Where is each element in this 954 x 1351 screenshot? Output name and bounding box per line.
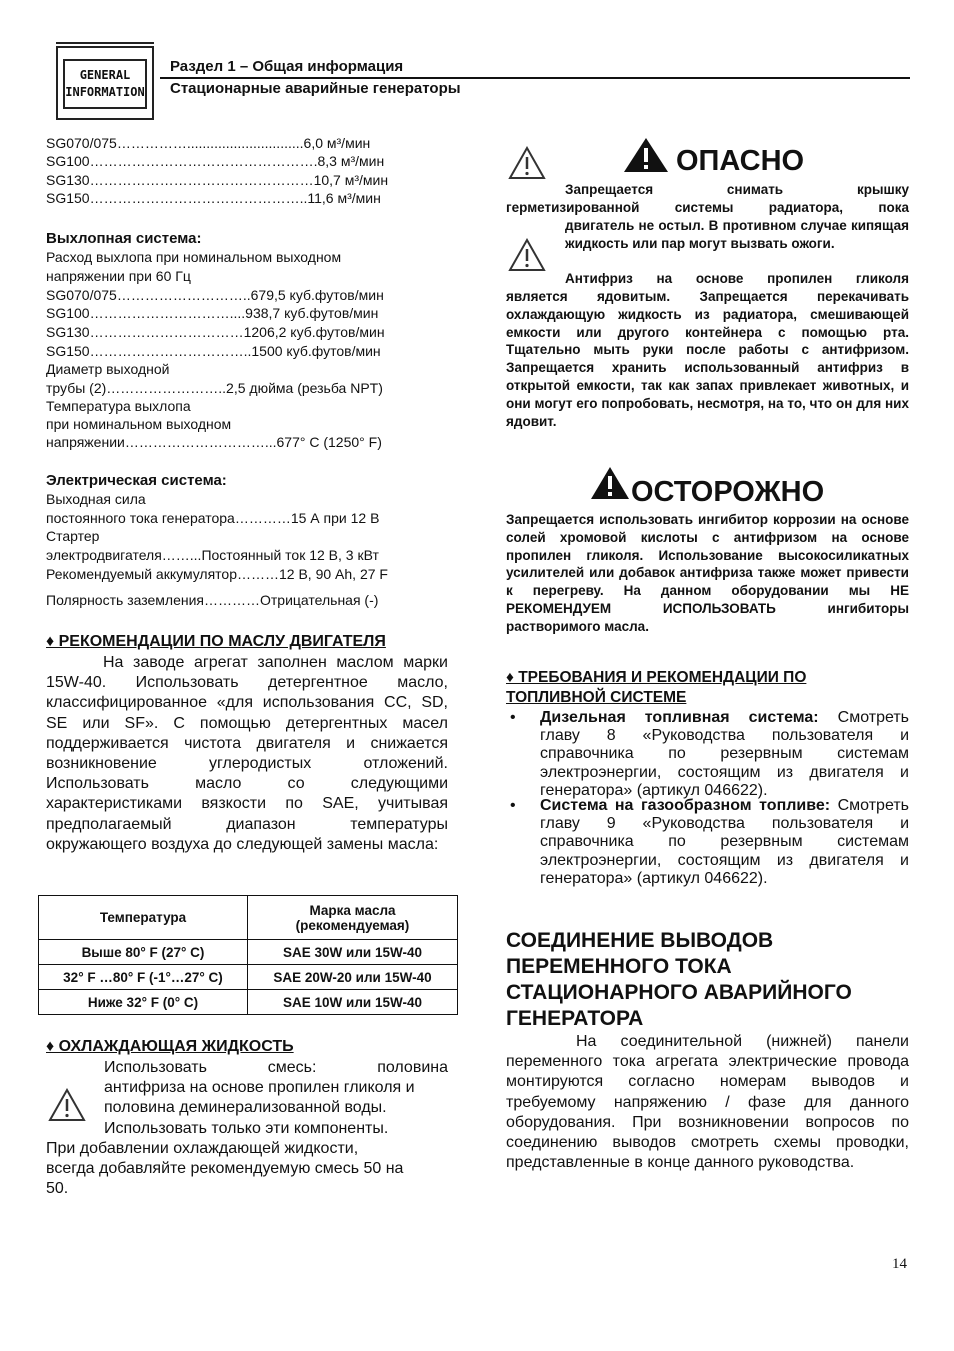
coolant-line: Использовать только эти компоненты. (104, 1119, 389, 1137)
coolant-line: Использовать смесь: половина (104, 1059, 448, 1076)
electric-line: Выходная сила (46, 491, 146, 507)
coolant-line: половина деминерализованной воды. (104, 1099, 387, 1117)
bullet-icon: • (510, 797, 516, 814)
fuel-title: ♦ ТРЕБОВАНИЯ И РЕКОМЕНДАЦИИ ПО (506, 669, 807, 686)
coolant-line: всегда добавляйте рекомендуемую смесь 50 на (46, 1160, 404, 1178)
oil-table-header-grade: Марка масла (рекомендуемая) (248, 896, 458, 940)
exhaust-flow-label: напряжении при 60 Гц (46, 268, 191, 284)
caution-icon (591, 466, 631, 500)
flow-row: SG070/075……………..............................6,0 м³/мин (46, 135, 371, 151)
exhaust-temp: при номинальном выходном (46, 416, 232, 432)
general-information-badge (56, 46, 154, 120)
exhaust-row: SG150……………………………..1500 куб.футов/мин (46, 343, 381, 359)
exhaust-row: SG100…………………………....938,7 куб.футов/мин (46, 305, 379, 321)
ac-heading-line: ПЕРЕМЕННОГО ТОКА (506, 955, 732, 978)
badge-line-2: INFORMATION (65, 85, 145, 99)
oil-table-temp: Выше 80° F (27° C) (39, 940, 248, 965)
danger-text: Запрещается снимать крышку (565, 182, 909, 197)
fuel-title: ТОПЛИВНОЙ СИСТЕМЕ (506, 689, 687, 706)
flow-row: SG150………………………………………..11,6 м³/мин (46, 190, 381, 206)
electric-title: Электрическая система: (46, 472, 227, 489)
coolant-title: ♦ ОХЛАЖДАЮЩАЯ ЖИДКОСТЬ (46, 1038, 294, 1055)
coolant-line: антифриза на основе пропилен гликоля и (104, 1079, 415, 1097)
bullet-icon: • (510, 709, 516, 726)
oil-table-grade: SAE 10W или 15W-40 (248, 990, 458, 1015)
exhaust-row: SG130……………………………1206,2 куб.футов/мин (46, 324, 385, 340)
warning-triangle-icon (48, 1088, 86, 1122)
badge-top-rule (56, 42, 154, 47)
exhaust-pipe: Диаметр выходной (46, 361, 170, 377)
electric-line: Рекомендуемый аккумулятор………12 В, 90 Ah, 27 F (46, 566, 388, 582)
warning-triangle-icon (508, 238, 546, 272)
page-number: 14 (892, 1256, 907, 1272)
electric-line: Стартер (46, 528, 100, 544)
section-subtitle: Стационарные аварийные генераторы (170, 80, 461, 97)
caution-text: Запрещается использовать ингибитор коррозии на основе солей хромовой кислоты с антифризом на основе пропилен гликоля. Использование высокосиликатных усилителей или добавок антифриза также может привести к перегреву. На данном оборудовании мы НЕ РЕКОМЕНДУЕМ ИСПОЛЬЗОВАТЬ ингибиторы растворимого масла. (506, 512, 909, 634)
exhaust-temp: напряжении…………………………...677° С (1250° F) (46, 434, 382, 450)
ac-text: На соединительной (нижней) панели переменного тока агрегата электрические провода монтируются согласно номерам выводов и требуемому напряжению / фазе для данного оборудования. При возникновении вопросов по соединению выводов смотреть схемы проводки, представленные в конце данного руководства. (506, 1033, 909, 1172)
exhaust-temp: Температура выхлопа (46, 398, 191, 414)
oil-table (38, 895, 458, 1015)
oil-table-temp: 32° F …80° F (-1°…27° C) (39, 965, 248, 990)
ac-heading-line: СТАЦИОНАРНОГО АВАРИЙНОГО (506, 981, 852, 1004)
danger-text: герметизированной системы радиатора, пока (506, 200, 909, 215)
electric-line: электродвигателя……...Постоянный ток 12 В, 3 кВт (46, 547, 379, 563)
exhaust-flow-label: Расход выхлопа при номинальном выходном (46, 249, 342, 265)
exhaust-row: SG070/075………………………..679,5 куб.футов/мин (46, 287, 384, 303)
coolant-line: При добавлении охлаждающей жидкости, (46, 1140, 359, 1157)
electric-line: постоянного тока генератора…………15 А при 12 В (46, 510, 380, 526)
ac-heading-line: ГЕНЕРАТОРА (506, 1007, 644, 1030)
warning-triangle-icon (508, 146, 546, 180)
oil-table-temp: Ниже 32° F (0° C) (39, 990, 248, 1015)
oil-table-grade: SAE 30W или 15W-40 (248, 940, 458, 965)
flow-row: SG100………………………………………….8,3 м³/мин (46, 153, 385, 169)
section-title: Раздел 1 – Общая информация (170, 58, 404, 75)
danger-title: ОПАСНО (676, 145, 805, 177)
fuel-bullet-diesel: Дизельная топливная система: Смотреть главу 8 «Руководства пользователя и справочника по резервным системам электроэнергии, состоящим из двигателя и генератора» (артикул 046622). (540, 709, 910, 799)
coolant-line: 50. (46, 1180, 69, 1198)
header-rule (160, 77, 910, 79)
oil-table-header-temp: Температура (39, 896, 248, 940)
danger-text: является ядовитым. Запрещается перекачивать охлаждающую жидкость из радиатора, смешивающей емкости или другого контейнера с помощью рта. Тщательно мыть руки после работы с антифризом. Запрещается хранить использованный антифриз в открытой емкости, так как запах привлекает животных, и они могут его попробовать, несмотря, на то, что он для них ядовит. (506, 289, 909, 429)
badge-label (63, 59, 147, 109)
flow-row: SG130…………………………………………10,7 м³/мин (46, 172, 389, 188)
oil-title: ♦ РЕКОМЕНДАЦИИ ПО МАСЛУ ДВИГАТЕЛЯ (46, 633, 386, 650)
danger-text: двигатель не остыл. В противном случае кипящая жидкость или пар могут вызвать ожоги. (565, 218, 909, 251)
exhaust-pipe: трубы (2)……………………..2,5 дюйма (резьба NPT) (46, 380, 383, 396)
oil-text: На заводе агрегат заполнен маслом марки 15W-40. Использовать детергентное масло, классифицированное «для использования CC, SD, SE или SF». С помощью детергентных масел поддерживается чистота двигателя и снижается возникновение углеродистых отложений. Использовать масло со следующими характеристиками вязкости по SAE, учитывая предполагаемый диапазон температуры окружающего воздуха до следующей замены масла: (46, 654, 448, 853)
exhaust-title: Выхлопная система: (46, 230, 202, 247)
badge-line-1: GENERAL (79, 68, 131, 82)
caution-title: ОСТОРОЖНО (631, 476, 825, 508)
ac-heading-line: СОЕДИНЕНИЕ ВЫВОДОВ (506, 929, 774, 952)
danger-text: Антифриз на основе пропилен гликоля (565, 271, 909, 286)
danger-icon (624, 137, 670, 173)
oil-table-grade: SAE 20W-20 или 15W-40 (248, 965, 458, 990)
electric-line: Полярность заземления…………Отрицательная (-) (46, 592, 379, 608)
fuel-bullet-gas: Система на газообразном топливе: Смотреть главу 9 «Руководства пользователя и справочника по резервным системам электроэнергии, состоящим из двигателя и генератора» (артикул 046622). (540, 797, 909, 887)
